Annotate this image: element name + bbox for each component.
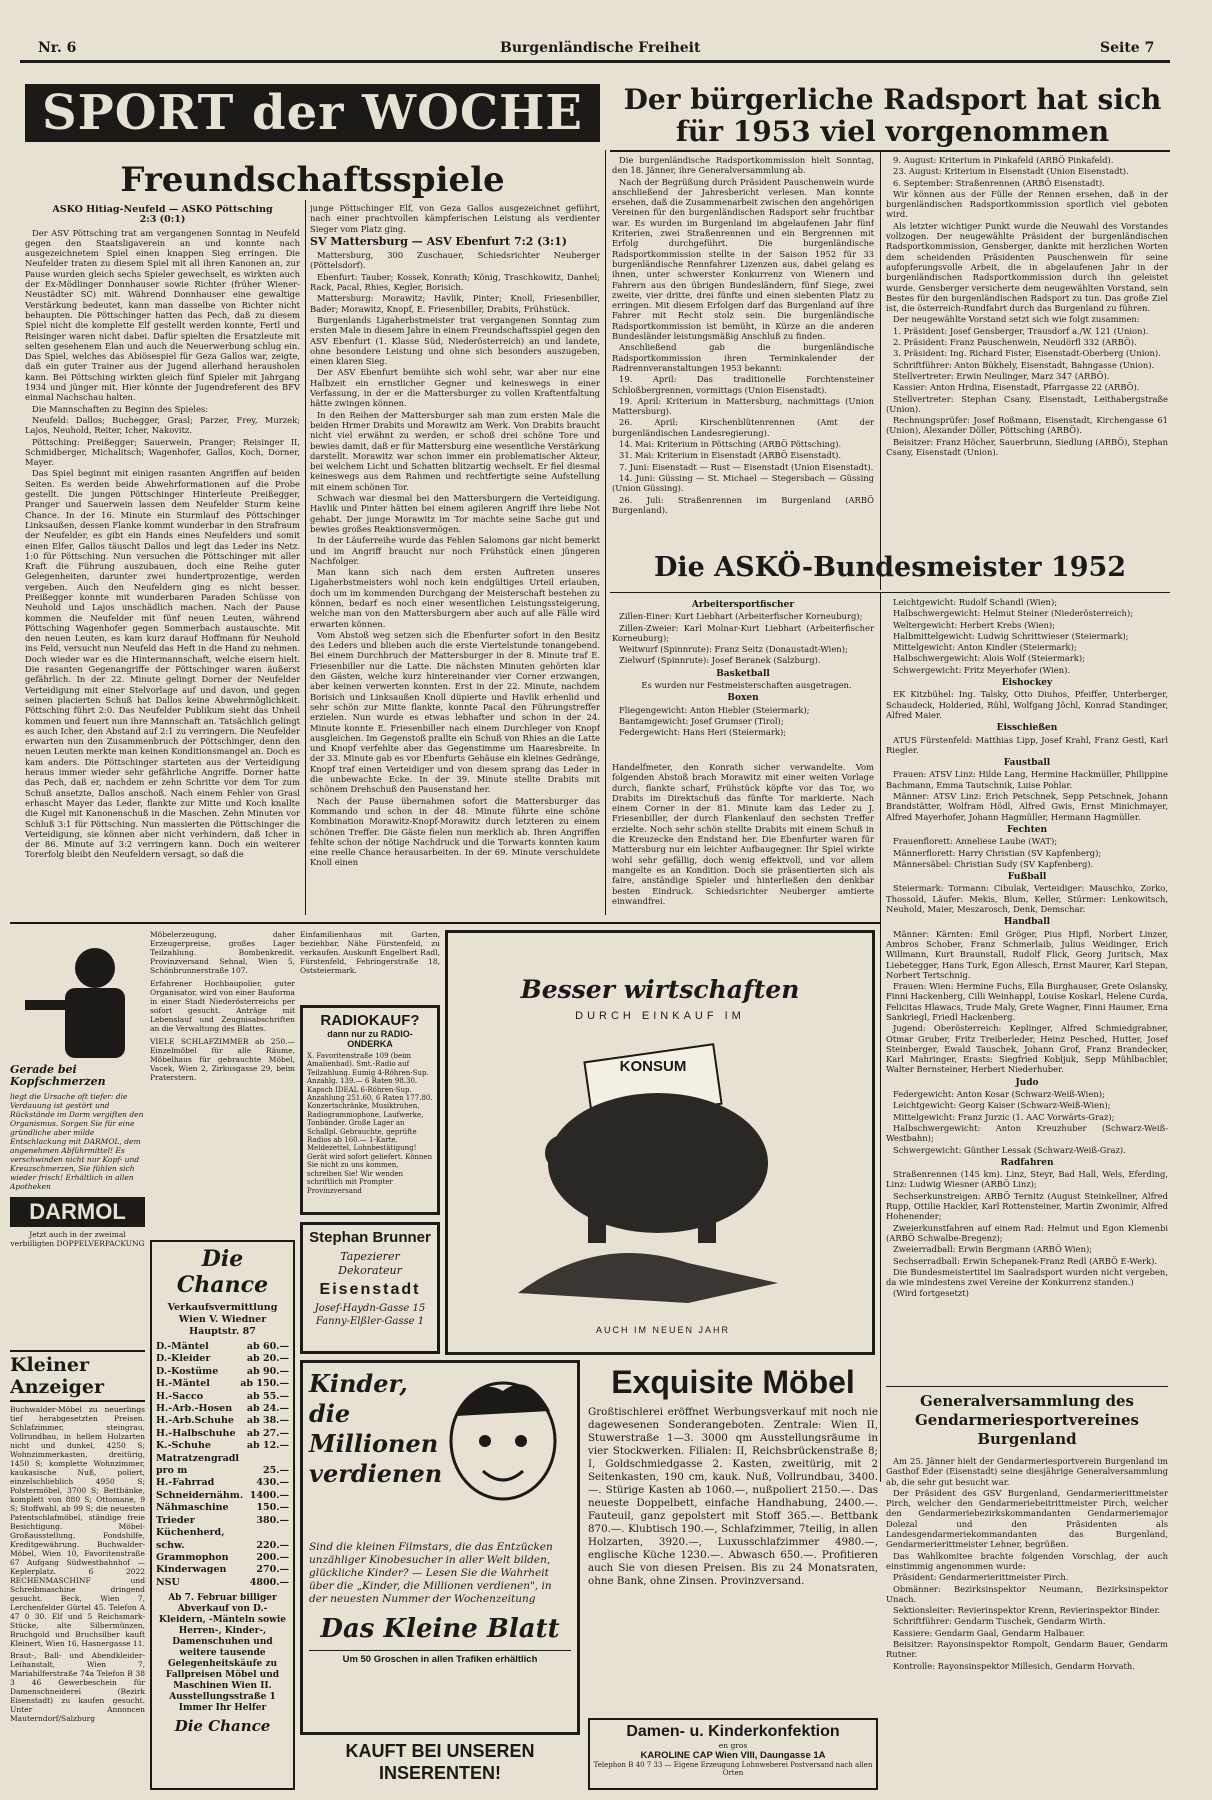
exquisite-text: Großtischlerei eröffnet Werbungsverkauf mit noch nie dagewesenen Sonderangeboten. Zentrale: Wien II, Stuwerstraße 1—3. 3000 qm Ausstellungsräume in vier Stockwerken. Filialen: II, Reichsbrückenstraße 8; I, Goldschmiedgasse 2. Kasten, zweitürig, mit 2 Seitenkasten, 190 cm, kauk. Nuß, Vollrundbau, 3400.—. Stürige Kasten ab 1060.—, nußpoliert 2150.—. Das neueste Doppelbett, einfache Handhabung, 2400.—. Fauteuil, ganz gepolstert mit Stoff 365.—. Bettbank 870.—. Klubtisch 190.—, Schlafzimmer, 7teilig, in allen Holzarten, 3920.—, Luxusschlafzimmer 4980.—, englische Küche 1230.—. Abwasch 650.—. Profitieren auch Sie von diesen Preisen. Bis zu 24 Monatsraten, ohne Bank, ohne Zinsen. Provinzversand. — [588, 1406, 878, 1587]
paragraph: Präsident: Gendarmerierittmeister Pirch. — [893, 1572, 1069, 1583]
radio-title: RADIOKAUF? — [320, 1012, 420, 1029]
askoe-right — [886, 597, 1168, 1482]
paragraph: Beisitzer: Rayonsinspektor Rompolt, Gendarm Bauer, Gendarm Rutner. — [886, 1639, 1168, 1660]
result: Halbmittelgewicht: Ludwig Schrittwieser (Steiermark); — [893, 630, 1129, 641]
price-row — [156, 1465, 289, 1477]
section-heading: Judo — [1015, 1077, 1039, 1088]
gendarm-article — [886, 1456, 1168, 1786]
damen-subtitle: en gros — [718, 1741, 748, 1750]
result: Zweierkunstfahren auf einem Rad: Helmut und Egon Klemenbi (ARBÖ Schwalbe-Bregenz); — [886, 1222, 1168, 1243]
price-value: 200.— — [256, 1551, 289, 1563]
darmol-logo: DARMOL — [10, 1197, 145, 1227]
result: Männer: Kärnten: Emil Gröger, Pius Hipfl, Norbert Linzer, Ambros Schober, Franz Schmerlaib, Julius Weidinger, Erich Willmann, Kurt Braunstall, Rudolf Flick, Georg Juritsch, Max Liebetegger, Hans Turk, Egon Allesch, Ernst Maurer, Karl Stepan, Norbert Tertschnig. — [886, 928, 1168, 980]
price-item: Matratzengradl — [156, 1452, 240, 1464]
paragraph: Stellvertreter: Stephan Csany, Eisenstadt, Leithabergstraße (Union). — [886, 393, 1168, 414]
result: Halbschwergewicht: Helmut Steiner (Niederösterreich); — [893, 608, 1134, 619]
result: Jugend: Oberösterreich: Keplinger, Alfred Schmiedgrabner, Otmar Gruber, Fritz Treiberleder, Heinz Pesched, Hutter, Josef Steinberger, Ewald Tauschek, Johann Grof, Franz Brandecker, Karl Mahringer, Erasts: Siegfried Kobljuk, Sepp Mühlbachler, Walter Bernsteiner, Herbert Niederhuber. — [886, 1023, 1168, 1075]
price-item: D.-Mäntel — [156, 1341, 209, 1352]
price-row — [156, 1515, 289, 1527]
paragraph: Kontrolle: Rayonsinspektor Millesich, Gendarm Horvath. — [893, 1660, 1135, 1671]
price-row — [156, 1453, 289, 1465]
result: Zielwurf (Spinnrute): Josef Beranek (Salzburg). — [619, 655, 821, 666]
result: Männer: ATSV Linz: Erich Petschnek, Sepp Petschnek, Johann Brandstätter, Wolfram Hödl, Alfred Gwis, Ernst Minichmayer, Alfred Mayerhofer, Johann Hagmüller, Hermann Hagmüller. — [886, 791, 1168, 822]
price-item: H.-Sacco — [156, 1390, 204, 1402]
section-heading: Fußball — [1007, 872, 1047, 883]
stephan-city: Eisenstadt — [319, 1281, 421, 1298]
damen-footer: Telephon B 40 7 33 — Eigene Erzeugung Lohnweberei Postversand nach allen Orten — [593, 1761, 873, 1777]
stephan-address: Josef-Haydn-Gasse 15 Fanny-Elßler-Gasse 1 — [314, 1303, 426, 1327]
price-item: Schneidernähm. — [156, 1489, 244, 1501]
paragraph: Der neugewählte Vorstand setzt sich wie folgt zusammen: — [893, 314, 1140, 325]
konsum-title: Besser wirtschaften — [520, 975, 800, 1004]
paragraph: Rechnungsprüfer: Josef Roßmann, Eisenstadt, Kirchengasse 61 (Union), Alexander Döller, Pöttsching (ARBÖ). — [886, 415, 1168, 436]
section-heading: Handball — [1003, 917, 1051, 928]
price-row — [156, 1440, 289, 1452]
result: Sechserkunstreigen: ARBÖ Ternitz (August Steinkellner, Alfred Rupp, Ottilie Hackler, Karl Rottensteiner, Martin Zwonimir, Alfred Hohenender; — [886, 1190, 1168, 1222]
radsport-col1 — [612, 155, 874, 590]
sport-headline: SPORT der WOCHE — [41, 85, 583, 141]
price-row — [156, 1391, 289, 1403]
paragraph: Stellvertreter: Erwin Neulinger, Marz 347 (ARBÖ). — [893, 370, 1110, 381]
result: Halbschwergewicht: Alois Wolf (Steiermark); — [893, 653, 1085, 664]
price-item: H.-Mäntel — [156, 1378, 210, 1390]
paragraph: Anschließend gab die burgenländische Radsportkommission ihren Terminkalender der Radrennveranstaltungen 1953 bekannt: — [612, 342, 874, 373]
result: Zweierradball: Erwin Bergmann (ARBÖ Wien); — [893, 1244, 1093, 1255]
paragraph: Schriftführer: Gendarm Tuschek, Gendarm Wirth. — [893, 1616, 1106, 1627]
paragraph: Man kann sich nach dem ersten Auftreten unseres Ligaherbstmeisters wohl noch kein endgültiges Urteil erlauben, doch um im kommenden Durchgang der Meisterschaft bestehen zu können, bedarf es noch einer wesentlichen Leistungssteigerung, welche man von den Mattersburgern aber auch auf alle Fälle wird erwarten können. — [310, 567, 600, 629]
ad-schlafzimmer: VIELE SCHLAFZIMMER ab 250.— Einzelmöbel für alle Räume, Möbelhaus für gebrauchte Möbel, Vacek, Wien 2, Zirkusgasse 29, beim Praterstern. — [150, 1037, 295, 1082]
paragraph: Neufeld: Dallos; Buchegger, Grasl; Parzer, Frey, Murzek; Lajos, Neuhold, Reiter, Icher, Nakovitz. — [25, 414, 300, 436]
kinder-title: Kinder, die Millionen verdienen — [309, 1369, 443, 1488]
result: Mittelgewicht: Franz Jurzic (1. AAC Vorwärts-Graz); — [893, 1111, 1115, 1122]
paragraph: Am 25. Jänner hielt der Gendarmeriesportverein Burgenland im Gasthof Eder (Eisenstadt) seine diesjährige Generalversammlung ab, die sehr gut besucht war. — [886, 1456, 1168, 1487]
price-value: ab 150.— — [240, 1378, 289, 1390]
result: ATUS Fürstenfeld: Matthias Lipp, Josef Krahl, Franz Gestl, Karl Riegler. — [886, 734, 1168, 755]
askoe-left — [612, 597, 874, 759]
result: Weltergewicht: Herbert Krebs (Wien); — [893, 619, 1055, 630]
price-item: D.-Kleider — [156, 1353, 211, 1365]
result: Fliegengewicht: Anton Hiebler (Steiermark); — [619, 704, 810, 715]
paragraph: Schriftführer: Anton Bükhely, Eisenstadt, Bahngasse (Union). — [893, 359, 1155, 370]
price-row — [156, 1477, 289, 1489]
radsport-rule — [610, 150, 1170, 152]
kauft-slogan: KAUFT BEI UNSEREN INSERENTEN! — [345, 1741, 535, 1783]
kleiner-text-2: Braut-, Ball- und Abendkleider-Leihanstalt, Wien 7, Mariahilferstraße 74a Telefon B 38 3 46 Gewerbeschein für Damenschneiderei (Bezirk Eisenstadt) zu kaufen gesucht. Unter Annoncen Mauterndorf/Salzburg — [10, 1651, 145, 1723]
darmol-footer: Jetzt auch in der zweimal verbilligten DOPPELVERPACKUNG — [10, 1230, 145, 1248]
price-row — [156, 1353, 289, 1365]
paragraph: 19. April: Kriterium in Mattersburg, nachmittags (Union Mattersburg). — [612, 395, 874, 417]
askoe-headline: Die ASKÖ-Bundesmeister 1952 — [653, 552, 1127, 583]
price-row — [156, 1552, 289, 1564]
result: Mittelgewicht: Anton Kindler (Steiermark); — [893, 642, 1077, 653]
result: Zillen-Zweier: Karl Molnar-Kurt Liebhart (Arbeiterfischer Korneuburg); — [612, 622, 874, 643]
price-row — [156, 1564, 289, 1576]
paragraph: 23. August: Kriterium in Eisenstadt (Union Eisenstadt). — [893, 166, 1129, 177]
section-heading: Radfahren — [1000, 1157, 1054, 1168]
result: Leichtgewicht: Rudolf Schandl (Wien); — [893, 597, 1058, 607]
paragraph: Der Präsident des GSV Burgenland, Gendarmerierittmeister Pirch, welcher den Gendarmeriebeitrittmeister Pirch, welcher den Gendarmeriebezirkskommandanten Gendarmeriemajor Dolezal und den Präsidenten als Landesgendarmeriekommandanten das Burgenland, Gendarmerierittmeister Lehner, begrüßen. — [886, 1487, 1168, 1550]
result: Frauen: Wien: Hermine Fuchs, Ella Burghauser, Grete Oslansky, Finni Hackenberg, Cilli Weinhappl, Louise Koskarl, Helene Curda, Felicitas Hlawacs, Trude Maly, Grete Wagner, Finni Haumer, Erna Sankriegl, Friedl Hackenberg. — [886, 981, 1168, 1022]
section-heading: Boxen — [727, 693, 759, 704]
stephan-title: Stephan Brunner — [309, 1229, 431, 1246]
price-value: ab 27.— — [246, 1427, 289, 1439]
newspaper-title: Burgenländische Freiheit — [500, 40, 701, 56]
radio-ad — [300, 1005, 440, 1215]
price-item: pro m — [156, 1465, 188, 1477]
result: Schwergewicht: Günther Lessak (Schwarz-Weiß-Graz). — [893, 1144, 1126, 1155]
paragraph: Pöttsching: Preißegger; Sauerwein, Pranger; Reisinger II, Schmidberger, Michalitsch; Wagenhofer, Gallos, Koch, Dorner, Mayer. — [25, 436, 300, 468]
result: Frauen: ATSV Linz: Hilde Lang, Hermine Hackmüller, Philippine Bachmann, Emma Tautschnik, Luise Pohlar. — [886, 769, 1168, 790]
price-value: ab 12.— — [246, 1440, 289, 1452]
price-row — [156, 1341, 289, 1353]
price-row — [156, 1366, 289, 1378]
gendarm-headline: Generalversammlung des Gendarmeriesportvereines Burgenland — [915, 1392, 1139, 1448]
paragraph: 9. August: Kriterium in Pinkafeld (ARBÖ Pinkafeld). — [893, 155, 1114, 165]
result: Bantamgewicht: Josef Grumser (Tirol); — [619, 715, 784, 726]
ad-moebel: Möbelerzeugung, daher Erzeugerpreise, großes Lager Teilzahlung. Bombenkredit. Provinzversand Sehnal, Wien 5, Schönbrunnerstraße 107. — [150, 930, 295, 975]
konsum-subtitle: DURCH EINKAUF IM — [575, 1010, 745, 1022]
kleiner-anzeiger — [10, 1350, 145, 1790]
result: Es wurden nur Festmeisterschaften ausgetragen. — [641, 680, 852, 691]
price-value: 1400.— — [249, 1489, 289, 1501]
section-heading: Arbeitersportfischer — [691, 600, 795, 610]
kleiner-text: Buchwalder-Möbel zu neuerlings tief herabgesetzten Preisen. Schlafzimmer, steingrau, Vollrundbau, in hellem Holzarten nicht und dunkel, 4250 S; Wohnzimmerkasten, dreitürig, 1450 S; komplette Wohnzimmer, kaukasische Nuß, poliert, einzelschlieblich 4950 S; Polstermöbel, 3700 S; Bettbänke, komplett von 880 S; Ottomane, 9 S; Stoffwahl, ab 99 S; die neuesten Patentschlafmöbel, ständige freie Besichtigung. Möbel-Großausstellung, Fondshilfe, Kreditgewährung. Buchwalder-Möbel, Wien 10, Favoritenstraße 67 Aufgang Südwestbahnhof — Keplerplatz. 6 2022 RECHENMASCHINF und Schreibmaschine dringend gesucht. Beck, Wien 7, Lerchenfelder Gürtel 45. Telefon A 47 0 30. Elf und 5 Reichsmark-Stücke, alte Silbermünzen, Bruchgold und Bruchsilber kauft Kleinert, Wien 16, Hasnergasse 11. — [10, 1405, 145, 1648]
radio-text: X. Favoritenstraße 109 (beim Amalienbad). Smt.-Radio auf Teilzahlung. Eumig 4-Röhren-Sup. Anzahlg. 139.— 6 Raten 98.30. Kapsch IDEAL 6-Röhren-Sup. Anzahlung 251.60, 6 Raten 177.80. Konzertschränke, Musiktruhen, Radiogrammophone, Laufwerke, Tonbänder. Große Lager an Schallpl. Gebrauchte, geprüfte Radios ab 160.— 1-Karte. Meldezettel, Lohnbestätigung! Gerät wird sofort geliefert. Können Sie nicht zu uns kommen, schreiben Sie! Wir wenden schriftlich mit Prompter Provinzversand — [307, 1052, 433, 1195]
price-value: 380.— — [256, 1514, 289, 1526]
child-face-illustration — [438, 1371, 568, 1511]
ad-hochbau: Erfahrener Hochbaupolier, guter Organisator, wird von einer Bauforma in einer Stadt Niederösterreichs per sofort gesucht. Anträge mit Lebenslauf und Zeugnisabschriften an die Verwaltung des Blattes. — [150, 979, 295, 1033]
paragraph: 26. April: Kirschenblütenrennen (Amt der burgenländischen Landesregierung). — [612, 417, 874, 438]
chance-logo: Die Chance — [176, 1246, 269, 1298]
page-number: Nr. 6 — [38, 40, 77, 56]
price-row — [156, 1577, 289, 1589]
paragraph: Vom Abstoß weg setzen sich die Ebenfurter sofort in den Besitz des Leders und blieben auch die erste Viertelstunde tonangebend. Bei einem Durchbruch der Mattersburger in der 8. Minute traf E. Friesenbiller nur die Latte. Die nächsten Minuten gehörten klar den Gästen, welche kurz hintereinander vier Corner erzwangen, aber keinen verwerten konnten. Erst in der 22. Minute, nachdem Borisich und Linksaußen Knoll düpierte und Havlik erhenlid und sehr schön zur Mitte flankte, konnte Pacal den Führungstreffer erzielen. Nun wurde es etwas lebhafter und schon in der 24. Minute konnte E. Friesenbiller nach einem Durchleger von Knopf ausgleichen. Im Gegenstoß prallte ein Schuß von Rhies an die Latte und Knopf verfehlte aber das Gegenstimme um Haaresbreite. In der 33. Minute gab es vor Ebenfurts Gehäuse ein kleines Gedränge, Knopf traf einen Verteidiger und von diesem sprang das Leder in die unbewachte Ecke. In der 39. Minute stellte Drabits mit schönem Drehschuß den Pausenstand her. — [310, 629, 600, 795]
price-item: Küchenherd, — [156, 1527, 225, 1539]
paragraph: Wir können aus der Fülle der Rennen ersehen, daß in der burgenländischen Radsportkommission sportlich viel geboten wird. — [886, 188, 1168, 220]
paragraph: 14. Juni: Güssing — St. Michael — Stegersbach — Güssing (Union Güssing). — [612, 472, 874, 494]
price-value: 430.— — [256, 1477, 289, 1489]
masthead-rule — [20, 60, 1170, 63]
paragraph: Kassier: Anton Hrdina, Eisenstadt, Pfarrgasse 22 (ARBÖ). — [893, 382, 1140, 393]
price-value: 220.— — [256, 1539, 289, 1551]
sport-banner — [25, 84, 600, 142]
radio-subtitle: dann nur zu RADIO-ONDERKA — [327, 1029, 413, 1049]
price-item: Grammophon — [156, 1551, 229, 1563]
result: Männersäbel: Christian Sudy (SV Kapfenberg). — [893, 858, 1094, 869]
result: Die Bundesmeistertitel im Saalradsport wurden nicht vergeben, da wie mindestens zwei Vereine der Konkurrenz standen.) — [886, 1266, 1168, 1288]
price-item: schw. — [156, 1539, 185, 1551]
chance-ad — [150, 1240, 295, 1790]
konsum-ad — [445, 930, 875, 1355]
result: Frauenflorett: Anneliese Laube (WAT); — [893, 836, 1058, 847]
kleinblatt-footer: Um 50 Groschen in allen Trafiken erhältlich — [309, 1650, 571, 1665]
paragraph: Ebenfurt: Tauber; Kossek, Konrath; König, Traschkowitz, Danhel; Rack, Pacal, Rhies, Kegler, Borisich. — [310, 271, 600, 293]
section-heading: Eishockey — [1001, 678, 1053, 689]
result: EK Kitzbühel: Ing. Talsky, Otto Diuhos, Pfeiffer, Unterberger, Schaudeck, Holderied, Rühl, Wolfgang Jöchl, Konrad Standinger, Alfred Maier. — [886, 689, 1168, 720]
small-ads-col — [150, 930, 295, 1238]
price-row — [156, 1378, 289, 1390]
result: Steiermark: Tormann: Cibulak, Verteidiger: Mauschko, Zorko, Thossold, Läufer: Mekis, Blum, Keller, Stürmer: Lenkowitsch, Neuhold, Maier, Meszarosch, Denk, Demschar. — [886, 883, 1168, 915]
price-value: 4800.— — [249, 1576, 289, 1588]
paragraph: Die burgenländische Radsportkommission hielt Sonntag, den 18. Jänner, ihre Generalversammlung ab. — [612, 155, 874, 176]
price-value: 270.— — [256, 1564, 289, 1576]
price-value: ab 20.— — [246, 1353, 289, 1365]
section-heading: Fechten — [1006, 824, 1048, 835]
damen-ad — [588, 1718, 878, 1790]
result: Halbschwergewicht: Anton Kreuzhuber (Schwarz-Weiß-Westbahn); — [886, 1122, 1168, 1144]
match1-title: ASKÖ Hitiag-Neufeld — ASKÖ Pöttsching — [52, 205, 273, 215]
section-heading: Basketball — [716, 668, 770, 679]
paragraph: Obmänner: Bezirksinspektor Neumann, Bezirksinspektor Unach. — [886, 1583, 1168, 1604]
result: Sechserradball: Erwin Schepanek-Franz Redl (ARBÖ E-Werk). — [893, 1255, 1158, 1266]
kinder-text: Sind die kleinen Filmstars, die das Entzücken unzähliger Kinobesucher in aller Welt bilden, glückliche Kinder? — Lesen Sie die Wahrheit über die „Kinder, die Millionen verdienen", in der neuesten Nummer der Wochenzeitung — [309, 1541, 553, 1605]
price-item: H.-Arb.-Hosen — [156, 1403, 233, 1415]
price-value: ab 38.— — [246, 1415, 289, 1427]
paragraph: 19. April: Das traditionelle Forchtensteiner Schloßbergrennen, vormittags (Union Eisenstadt). — [612, 374, 874, 395]
darmol-caption: Gerade bei Kopfschmerzen — [10, 1063, 106, 1088]
match2-title: SV Mattersburg — ASV Ebenfurt 7:2 (3:1) — [310, 234, 567, 248]
price-row — [156, 1428, 289, 1440]
darmol-text: liegt die Ursache oft tiefer: die Verdauung ist gestört und Rückstände im Darm vergiften den Organismus. Sorgen Sie für eine gründliche aber milde Entschlackung mit DARMOL, dem angenehmen Abführmittel! Es verschwinden nicht nur Kopf- und Kreuzschmerzen, Sie fühlen sich wieder frisch! Erhältlich in allen Apotheken — [10, 1092, 144, 1191]
exquisite-ad — [588, 1362, 878, 1712]
result: Straßenrennen (145 km). Linz, Steyr, Bad Hall, Wels, Eferding, Linz: Ludwig Wiesner (ARBÖ Linz); — [886, 1169, 1168, 1190]
radsport-col2 — [886, 155, 1168, 590]
radsport-headline: Der bürgerliche Radsport hat sich für 1953 viel vorgenommen — [623, 83, 1162, 148]
result: Federgewicht: Anton Kosar (Schwarz-Weiß-Wien); — [893, 1089, 1105, 1100]
paragraph: Kassiere: Gendarm Gaal, Gendarm Halbauer. — [893, 1627, 1086, 1638]
price-list — [156, 1341, 289, 1589]
stephan-subtitle: Tapezierer Dekorateur — [338, 1250, 402, 1277]
price-item: H.-Arb.Schuhe — [156, 1415, 234, 1427]
paragraph: 31. Mai: Kriterium in Eisenstadt (ARBÖ Eisenstadt). — [619, 450, 842, 461]
price-item: H.-Fahrrad — [156, 1477, 215, 1489]
price-value: ab 60.— — [246, 1341, 289, 1352]
konsum-label: KONSUM — [619, 1058, 687, 1075]
result: Männerflorett: Harry Christian (SV Kapfenberg); — [893, 847, 1102, 858]
price-item: H.-Halbschuhe — [156, 1427, 236, 1439]
paragraph: In der Läuferreihe wurde das Fehlen Salomons gar nicht bemerkt und im Angriff braucht nur noch Frühstück einen jüngeren Nachfolger. — [310, 535, 600, 566]
result: (Wird fortgesetzt) — [893, 1288, 969, 1299]
chance-logo-bottom: Die Chance — [174, 1717, 271, 1736]
chance-subtitle: Verkaufsvermittlung Wien V. Wiedner Hauptstr. 87 — [167, 1302, 278, 1337]
paragraph: 3. Präsident: Ing. Richard Fister, Eisenstadt-Oberberg (Union). — [893, 348, 1161, 359]
paragraph: Burgenlands Ligaherbstmeister trat vergangenen Sonntag zum ersten Male in diesem Jahre in einem Freundschaftsspiel gegen den ASV Ebenfurt (1. Klasse Süd, Niederösterreich) an und landete, ohne besondere Leistung und ohne sich besonders auszugeben, einen klaren Sieg. — [310, 314, 600, 367]
paragraph: Nach der Begrüßung durch Präsident Pauschenwein wurde anschließend der Jahresbericht verlesen. Man konnte ersehen, daß die Zusammenarbeit zwischen den angehörigen Vereinen für den burgenländischen Radsport sehr fruchtbar war. Es wurden im Burgenland im abgelaufenen Jahr fünf Kriterien, zwei Straßenrennen und ein Bergrennen mit Erfolg durchgeführt. Die burgenländische Radsportkommission stellte in der Saison 1952 für 33 burgenländische Rennfahrer Lizenzen aus, dabei gelang es ihnen, unter schwerster Konkurrenz von Wienern und Fahrern aus den übrigen Bundesländern, fünf Siege, zwei zweite, vier dritte, drei fünfte und einen siebenten Platz zu erringen. Mit diesem Erfolgen darf das Burgenland auf ihre Fahrer mit Recht stolz sein. Die burgenländische Radsportkommission ist bemüht, in Kürze an die anderen Bundesländer leistungsmäßig Anschluß zu finden. — [612, 176, 874, 342]
price-row — [156, 1502, 289, 1514]
price-value: ab 24.— — [246, 1403, 289, 1415]
section-heading: Faustball — [1003, 758, 1051, 769]
paragraph: Die Mannschaften zu Beginn des Spieles: — [32, 403, 209, 414]
paragraph: junge Pöttschinger Elf, von Geza Gallos ausgezeichnet geführt, nach einer prachtvollen kämpferischen Leistung als verdienter Sieger vom Platz ging. — [310, 203, 600, 234]
stephan-brunner-ad — [300, 1222, 440, 1354]
kinder-ad — [300, 1360, 580, 1735]
paragraph: Beisitzer: Franz Höcher, Sauerbrunn, Siedlung (ARBÖ), Stephan Csany, Eisenstadt (Union). — [886, 436, 1168, 458]
match2-article — [310, 203, 600, 915]
paragraph: Nach der Pause übernahmen sofort die Mattersburger das Kommando und schon in der 48. Minute führte eine schöne Kombination Morawitz-Knopf-Morawitz durch letzteren zu einem schönen Treffer. Die Gäste fielen nun merklich ab. Ihren Angriffen fehlte schon der nötige Nachdruck und die Torwarts konnten kaum eine reelle Chance herausarbeiten. In der 69. Minute verschuldete Knoll einen — [310, 795, 600, 868]
price-value: ab 90.— — [246, 1365, 289, 1377]
match1-article — [25, 205, 300, 915]
paragraph: Das Spiel beginnt mit einigen rasanten Angriffen auf beiden Seiten. Es werden beide Abwehrformationen auf die Probe gestellt. Die jungen Pöttschinger Hinterleute Preißegger, Pranger und Sauerwein lassen dem Neufelder Sturm keine Chance. In der 16. Minute ein Sturmlauf des Pöttschinger Linksaußen, dessen Flanke kommt wunderbar in den Strafraum der Neufelder, es gibt ein Hands eines Neufelders und somit einen Elfer, Gallos täuscht Dallos und legt das Leder ins Netz. 1:0 für Pöttsching. Nun versuchen die Pöttschinger mit aller Kraft die Führung auszubauen, doch eine Reihe guter Gelegenheiten, darunter zwei hundertprozentige, werden vergeben. Auch den Neufeldern ging es nicht besser. Preißegger konnte mit wunderbaren Paraden Schüsse von Neuhold und Lajos unschädlich machen. Nach der Pause kommen die Neufelder mit fünf neuen Leuten, während Pöttsching Wagenhofer gegen Sommerbach austauschte. Mit den neuen Leuten, es kam kurz darauf Hoffmann für Neuhold ins Feld, versucht nun Neufeld das Heft in die Hand zu nehmen. Doch wieder war es die Hintermannschaft, welche eisern hielt. Die rasanten Gegenangriffe der Pöttschinger waren äußerst gefährlich. In der 22. Minute gelingt Dorner der Neufelder Verteidigung mit einer Stelvorlage auf und davon, und gegen seinen placierten Schuß hat Dallos keine Abwehrmöglichkeit. Pöttsching führt 2:0. Das Neufelder Publikum sieht das Unheil kommen und feuert nun ihre Mannschaft an. Tatsächlich gelingt es auch Icher, den Abstand auf 2:1 zu verringern. Die Neufelder erwarten nun den Zusammenbruch der Pöttschinger, denn den neuen Leuten merkte man keinen Konditionsmangel an. Doch es kam anders. Die Pöttschinger starteten aus der Verteidigung heraus immer wieder sehr gefährliche Angriffe. Dorner hatte das Pech, daß er, nachdem er zehn Schritte vor dem Tor zum Schuß ansetzte, Dallos anschoß. Nach einem Fehler von Grasl erhascht Mayer das Leder, flankte zur Mitte und Koch knallte die Kugel mit Kanonenschuß in die Maschen. Zehn Minuten vor Schluß 3:1 für Pöttsching. Nun massierten die Pöttschinger die Verteidigung, sie können aber nicht verhindern, daß Icher in der 86. Minute auf 3:2 verringern kann. Doch ein weiterer Torerfolg bleibt den Neufeldern versagt, so daß die — [25, 468, 300, 860]
piggy-bank-illustration — [508, 1033, 828, 1313]
paragraph: 7. Juni: Eisenstadt — Rust — Eisenstadt (Union Eisenstadt). — [619, 461, 874, 472]
price-item: Nähmaschine — [156, 1502, 229, 1514]
konsum-footer: AUCH IM NEUEN JAHR — [595, 1325, 730, 1335]
friendly-headline: Freundschaftsspiele — [120, 160, 505, 200]
page-number-right: Seite 7 — [1100, 40, 1155, 56]
ad-einfamilienhaus: Einfamilienhaus mit Garten, beziehbar, Nähe Fürstenfeld, zu verkaufen. Auskunft Engelbert Radl, Fürstenfeld, Fehringerstraße 18, Oststeiermark. — [300, 930, 440, 975]
price-value: ab 55.— — [246, 1390, 289, 1402]
paragraph: 2. Präsident: Franz Pauschenwein, Neudörfl 332 (ARBÖ). — [893, 337, 1137, 348]
result: Zillen-Einer: Kurt Liebhart (Arbeiterfischer Korneuburg); — [619, 611, 863, 622]
pharmacist-illustration — [10, 930, 145, 1060]
paragraph: 6. September: Straßenrennen (ARBÖ Eisenstadt). — [893, 177, 1105, 188]
paragraph: 14. Mai: Kriterium in Pöttsching (ARBÖ Pöttsching). — [619, 439, 842, 450]
paragraph: Sektionsleiter: Revierinspektor Krenn, Revierinspektor Binder. — [893, 1605, 1161, 1616]
price-row — [156, 1490, 289, 1502]
chance-footer: Ab 7. Februar billiger Abverkauf von D.-Kleidern, -Mänteln sowie Herren-, Kinder-, Damenschuhen und weitere tausende Gelegenheitskäufe zu Fallpreisen Möbel und Maschinen Wien II. Ausstellungsstraße 1 Immer Ihr Helfer — [159, 1593, 286, 1714]
price-item: D.-Kostüme — [156, 1365, 219, 1377]
paragraph: Mattersburg: Morawitz; Havlik, Pinter; Knoll, Friesenbiller, Bader; Morawitz, Knopf, E. Friesenbiller, Drabits, Frühstück. — [310, 293, 600, 314]
paragraph: In den Reihen der Mattersburger sah man zum ersten Male die beiden Hrmer Drabits und Morawitz am Werk. Von Drabits braucht nicht viel erwähnt zu werden, er schoß drei schöne Tore und bewies damit, daß er für Mattersburg eine wesentliche Verstärkung darstellt. Morawitz war schon immer ein problematischer Akteur, bei welchem Licht und Schatten blitzartig wechselt. Er fiel diesmal keineswegs aus dem Rahmen und rechtfertigte seine Aufstellung mit einem schönen Tor. — [310, 409, 600, 492]
damen-title: Damen- u. Kinderkonfektion — [626, 1723, 840, 1740]
darmol-ad — [10, 930, 145, 1345]
paragraph: Der ASV Pöttsching trat am vergangenen Sonntag in Neufeld gegen den Staatsligaverein an und konnte nach ausgezeichnetem Spiel einen knappen Sieg erringen. Die Neufelder traten zu diesem Spiel mit all ihren Kanonen an, zur Pause wurden gleich sechs Spieler gewechselt, es wirkten auch der Ex-Mödlinger Donnhauser sowie Richter (früher Wiener-Neustädter SC) mit. Während Donnhauser eine gewaltige Verstärkung bedeutet, kann man dasselbe von Richter nicht behaupten. Die Pöttschinger hatten das Pech, daß zu diesem Spiel nicht die komplette Elf gestellt werden konnte, Fertl und Reisinger waren nicht dabei. Dafür spielten die Ersatzleute mit selten gesehenem Elan und auch die Neuerwerbung schlug ein. Das Spiel, welches das Abiösespiel für Geza Gallos war, zeigte, daß ein guter Trainer aus der Jugend allerhand herausholen kann. Bei Pöttsching wirkten gleich fünf Spieler mit Jahrgang 1934 und jünger mit. Hier könnte der Jugendreferent des BFV einmal Nachschau halten. — [25, 227, 300, 403]
paragraph: 1. Präsident: Josef Gensberger, Trausdorf a./W. 121 (Union). — [893, 325, 1149, 336]
section-heading: Eisschießen — [996, 723, 1058, 734]
price-item: Kinderwagen — [156, 1564, 227, 1576]
kleinblatt-logo: Das Kleine Blatt — [320, 1614, 560, 1644]
price-row — [156, 1540, 289, 1552]
price-value: 150.— — [256, 1502, 289, 1514]
price-row — [156, 1403, 289, 1415]
result: Federgewicht: Hans Heri (Steiermark); — [619, 727, 787, 738]
price-row — [156, 1527, 289, 1539]
paragraph: Als letzter wichtiger Punkt wurde die Neuwahl des Vorstandes vollzogen. Der neugewählte Präsident der burgenländischen Radsportkommission, Gensberger, dankte mit herzlichen Worten dem scheidenden Präsidenten Pauschenwein für seine aufopferungsvolle Arbeit, die in abgelaufenen Jahr in der burgenländischen Radsportkommission durch ihn geleistet wurde. Gensberger versicherte dem neugewählten Vorstand, sein Bestes für den burgenländischen Radsport zu tun. Das große Ziel ist, die österreich-Rundfahrt durch das Burgenland zu führen. — [886, 220, 1168, 314]
result: Schwergewicht: Fritz Meyerhofer (Wien). — [893, 664, 1071, 675]
paragraph: Mattersburg, 300 Zuschauer, Schiedsrichter Neuberger (Pöttelsdorf). — [310, 250, 600, 271]
paragraph: Der ASV Ebenfurt bemühte sich wohl sehr, war aber nur eine Halbzeit ein ernstlicher Gegner und keineswegs in einer Verfassung, in der er die Mattersburger zu vollen Kraftentfaltung hätte zwingen können. — [310, 367, 600, 409]
paragraph: Schwach war diesmal bei den Mattersburgern die Verteidigung. Havlik und Pinter hätten bei einem agileren Angriff ihre liebe Not gehabt. Der junge Morawitz im Tor machte seine Sache gut und bewies großes Reaktionsvermögen. — [310, 493, 600, 534]
result: Leichtgewicht: Georg Kaiser (Schwarz-Weiß-Wien); — [893, 1100, 1111, 1111]
damen-name: KAROLINE CAP Wien VIII, Daungasse 1A — [640, 1750, 826, 1761]
price-row — [156, 1415, 289, 1427]
price-item: Trieder — [156, 1514, 195, 1526]
result: Weitwurf (Spinnrute): Franz Seitz (Donaustadt-Wien); — [619, 644, 848, 655]
price-item: NSU — [156, 1576, 180, 1588]
price-item: K.-Schuhe — [156, 1440, 211, 1452]
price-value: 25.— — [262, 1465, 289, 1477]
paragraph: Das Wahlkomitee brachte folgenden Vorschlag, der auch einstimmig angenommen wurde: — [886, 1550, 1168, 1571]
match2-conclusion: Handelfmeter, den Konrath sicher verwandelte. Vom folgenden Abstoß brach Morawitz mit einer weiten Vorlage durch, flankte scharf, Frühstück köpfte vor das Tor, wo Drabits im Direktschuß das fünfte Tor markierte. Nach einem Corner in der 81. Minute kam das Leder zu J. Friesenbiller, der durch Flankenlauf den sechsten Treffer erzielte. Noch sehr schön stellte Drabits mit einem Schuß in die Kreuzecke den Endstand her. Die Ebenfurter waren für Mattersburg nur ein leichter Aufbaugegner. Ihr Spiel wirkte wohl sehr gefällig, doch wenig effektvoll, und vor allem mangelte es an Kondition. Doch sie präsentierten sich als faire, anständige Spieler und hinterließen den denkbar besten Eindruck. Schiedsrichter Neuberger amtierte einwandfrei. — [612, 762, 874, 906]
kleiner-title: Kleiner Anzeiger — [10, 1350, 145, 1402]
paragraph: 26. Juli: Straßenrennen im Burgenland (ARBÖ Burgenland). — [612, 494, 874, 515]
match1-score: 2:3 (0:1) — [139, 214, 186, 226]
exquisite-title: Exquisite Möbel — [611, 1364, 855, 1400]
